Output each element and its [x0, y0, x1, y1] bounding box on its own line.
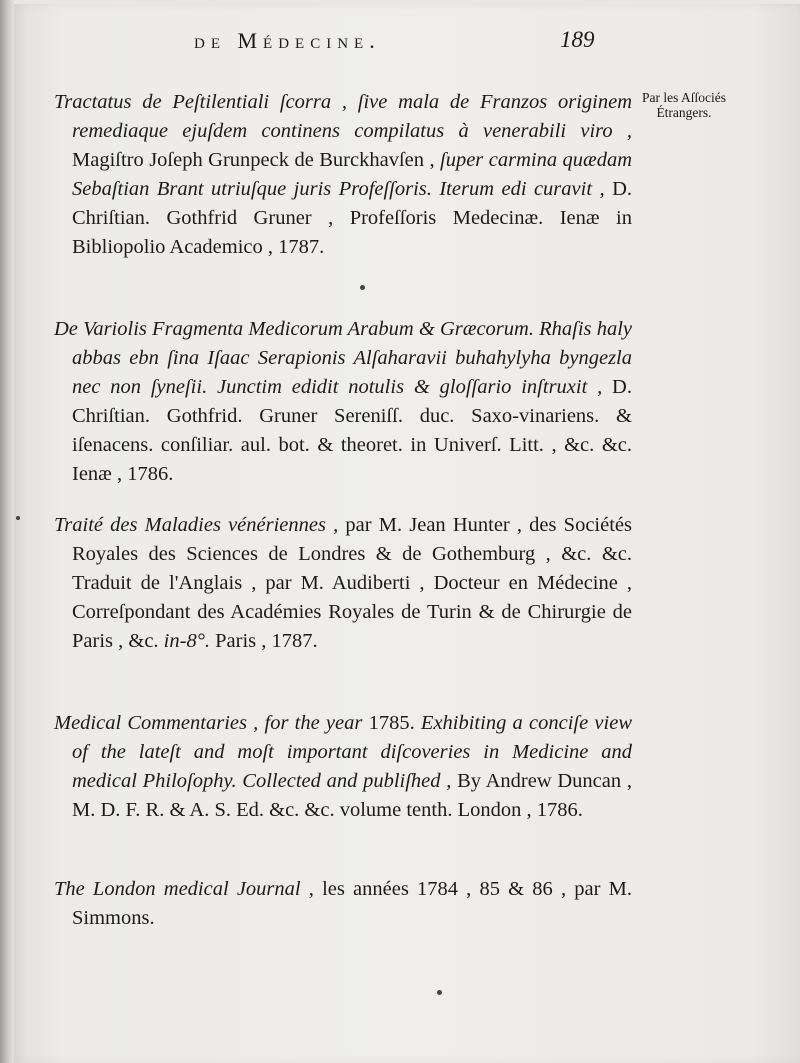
ink-speck [360, 285, 365, 290]
page-number: 189 [560, 27, 595, 52]
margin-note-line: Par les Aſſociés [642, 90, 726, 105]
entry-publication: les années 1784 , 85 & 86 , par M. Simmons. [72, 878, 632, 929]
ink-speck [16, 516, 20, 520]
entry-publication: D. Chriſtian. Gothfrid Gruner , Profeſſoris Medecinæ. Ienæ in Bibliopolio Academico , 1787. [72, 178, 632, 258]
entry-publication: By Andrew Duncan , M. D. F. R. & A. S. Ed. &c. &c. volume tenth. London , 1786. [72, 770, 632, 821]
bibliography-entry [54, 315, 632, 489]
entry-title: Tractatus de Peſtilentiali ſcorra , ſive mala de Franzos originem remediaque ejuſdem continens compilatus à venerabili viro , [54, 91, 632, 142]
page-gutter [0, 0, 14, 1063]
bibliography-entry [54, 88, 632, 262]
entry-publication: D. Chriſtian. Gothfrid. Gruner Sereniſſ. duc. Saxo-vinariens. & iſenacens. conſiliar. aul. bot. & theoret. in Univerſ. Litt. , &c. &c. Ienæ , 1786. [72, 376, 632, 485]
entry-publication: Paris , 1787. [210, 630, 318, 652]
margin-note-line: Étrangers. [656, 105, 712, 120]
entry-title-continued: ſuper carmina quædam Sebaſtian Brant utriuſque juris Profeſſoris. Iterum edi curavit , [72, 149, 632, 200]
entry-format: in-8°. [163, 630, 211, 652]
running-head: de Médecine. [194, 28, 381, 53]
entry-author: Magiſtro Joſeph Grunpeck de Burckhavſen , [72, 149, 441, 171]
bibliography-entry [54, 875, 632, 933]
bibliography-entry [54, 511, 632, 656]
ink-speck [437, 990, 442, 995]
entry-title: The London medical Journal , [54, 878, 314, 900]
entry-author: par M. Jean Hunter , des Sociétés Royales des Sciences de Londres & de Gothemburg , &c. &c. Traduit de l'Anglais , par M. Audiberti , Docteur en Médecine , Correſpondant des Académies Royales de Turin & de Chirurgie de Paris , &c. [72, 514, 632, 652]
book-page [14, 4, 800, 1063]
entry-title: Traité des Maladies vénériennes , [54, 514, 339, 536]
bibliography-entry [54, 709, 632, 825]
entry-year: 1785. [362, 712, 421, 734]
entry-title: De Variolis Fragmenta Medicorum Arabum & Græcorum. Rhaſis haly abbas ebn ſina Iſaac Serapionis Alſaharavii buhahylyha byngezla nec non ſyneſii. Junctim edidit notulis & gloſſario inſtruxit , [54, 318, 632, 398]
entry-title-continued: Exhibiting a conciſe view of the lateſt and moſt important diſcoveries in Medicine and medical Philoſophy. Collected and publiſhed , [72, 712, 632, 792]
entry-title: Medical Commentaries , for the year [54, 712, 363, 734]
